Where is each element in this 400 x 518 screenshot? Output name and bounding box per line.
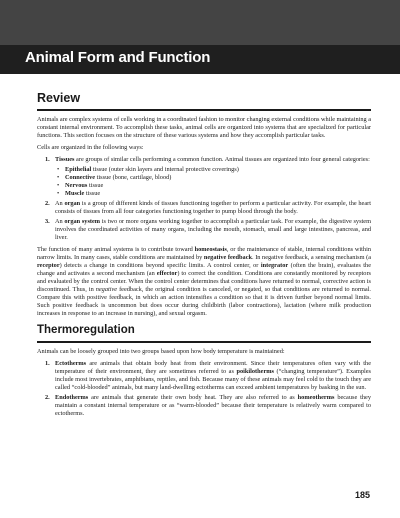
term-integrator: integrator xyxy=(260,262,289,269)
homeostasis-text: The function of many animal systems is to contribute toward xyxy=(37,246,195,253)
homeostasis-paragraph xyxy=(37,246,371,318)
homeostasis-text: feedback, the original condition is canceled, or negated, so that conditions are returned to normal. Compare this with positive feedback, in which an action intensifies a condition so that it is driven further beyond normal limits. Such positive feedback is uncommon but does occur during childbirth (labor contractions), lactation (where milk production increases in response to an increase in nursing), and sexual orgasm. xyxy=(37,286,371,317)
term-connective: Connective xyxy=(65,174,96,181)
term-muscle: Muscle xyxy=(65,190,85,197)
endotherms-definition: are animals that generate their own body heat. They are also referred to as xyxy=(88,394,298,401)
term-homeotherms: homeotherms xyxy=(297,394,335,401)
bullet-item-epithelial xyxy=(55,166,371,174)
endotherms-details: because they maintain a constant internal temperature or as “warm-blooded” because their temperature is relatively warm compared to ectotherms. xyxy=(55,394,371,417)
term-epithelial: Epithelial xyxy=(65,166,92,173)
term-ectotherms: Ectotherms xyxy=(55,360,87,367)
connective-description: tissue (bone, cartilage, blood) xyxy=(95,174,172,181)
chapter-banner xyxy=(0,0,400,74)
chapter-title: Animal Form and Function xyxy=(25,49,211,66)
bullet-icon: • xyxy=(57,182,60,189)
term-organ-system: organ system xyxy=(64,218,101,225)
cell-organization-list xyxy=(37,156,371,242)
list-number: 1. xyxy=(45,156,50,163)
list-number: 3. xyxy=(45,218,50,225)
list-number: 2. xyxy=(45,200,50,207)
term-nervous: Nervous xyxy=(65,182,88,189)
bullet-icon: • xyxy=(57,166,60,173)
cell-organization-lead: Cells are organized in the following ways: xyxy=(37,144,144,151)
section-heading-thermoregulation: Thermoregulation xyxy=(37,324,135,336)
term-receptor: receptor xyxy=(37,262,60,269)
ectotherms-definition: are animals that obtain body heat from their environment. Since their temperatures often vary with the temperature of their environment, they are sometimes referred to as xyxy=(55,360,371,375)
bullet-item-nervous xyxy=(55,182,371,190)
thermoregulation-list xyxy=(37,360,371,418)
tissue-categories-list xyxy=(55,166,371,198)
organ-definition: is a group of different kinds of tissues functioning together to perform a particular activity. For example, the heart consists of tissues from all four categories functioning together to pump blood through the body. xyxy=(55,200,371,215)
homeostasis-text: ) detects a change in conditions beyond specific limits. A control center, or xyxy=(59,262,261,269)
organ-system-definition: is two or more organs working together to accomplish a particular task. For example, the digestive system involves the coordinated activities of many organs, including the mouth, stomach, small and large intestines, pancreas, and liver. xyxy=(55,218,371,241)
term-tissues: Tissues xyxy=(55,156,75,163)
section-rule xyxy=(37,109,371,111)
section-heading-review: Review xyxy=(37,91,81,105)
homeostasis-text: , or the maintenance of stable, internal conditions within narrow limits. In many cases, stable conditions are maintained by xyxy=(37,246,371,261)
list-item-tissues xyxy=(39,156,371,198)
list-item-ectotherms xyxy=(39,360,371,392)
emphasis-negative: negative xyxy=(95,286,118,293)
list-number: 2. xyxy=(45,394,50,401)
page-content xyxy=(37,90,371,422)
bullet-icon: • xyxy=(57,190,60,197)
muscle-description: tissue xyxy=(84,190,101,197)
organ-system-article: An xyxy=(55,218,65,225)
list-number: 1. xyxy=(45,360,50,367)
nervous-description: tissue xyxy=(87,182,104,189)
homeostasis-text: ) to correct the condition. Conditions are constantly monitored by receptors and evaluated by the control center. When the control center determines that conditions have returned to normal, corrective action is discontinued. Thus, in xyxy=(37,270,371,293)
bullet-icon: • xyxy=(57,174,60,181)
list-item-organ xyxy=(39,200,371,216)
organ-article: An xyxy=(55,200,65,207)
ectotherms-details: (“changing temperature”). Examples include most invertebrates, amphibians, reptiles, and fish. Because many of these animals may feel cold to the touch they are called “cold-blooded” animals, but many land-dwelling ectotherms can exceed ambient temperatures by basking in the sun. xyxy=(55,368,371,391)
homeostasis-text: . In negative feedback, a sensing mechanism (a xyxy=(252,254,372,261)
homeostasis-text: (often the brain), evaluates the change and activates a second mechanism (an xyxy=(37,262,371,277)
page-number: 185 xyxy=(354,490,370,500)
term-endotherms: Endotherms xyxy=(55,394,89,401)
thermoregulation-lead: Animals can be loosely grouped into two groups based upon how body temperature is maintained: xyxy=(37,348,285,355)
bullet-item-connective xyxy=(55,174,371,182)
section-rule xyxy=(37,341,371,343)
list-item-endotherms xyxy=(39,394,371,418)
list-item-organ-system xyxy=(39,218,371,242)
term-effector: effector xyxy=(156,270,178,277)
term-homeostasis: homeostasis xyxy=(194,246,227,253)
term-poikilotherms: poikilotherms xyxy=(236,368,274,375)
review-intro-paragraph: Animals are complex systems of cells working in a coordinated fashion to monitor changing external conditions while maintaining a constant internal environment. To accomplish these tasks, animal cells are organized into systems that are specialized for particular functions. This section focuses on the structure of these various systems and how they accomplish particular tasks. xyxy=(37,116,372,139)
bullet-item-muscle xyxy=(55,190,371,198)
tissues-definition: are groups of similar cells performing a common function. Animal tissues are organized into four general categories: xyxy=(74,156,370,163)
term-negative-feedback: negative feedback xyxy=(203,254,253,261)
term-organ: organ xyxy=(64,200,81,207)
epithelial-description: tissue (outer skin layers and internal protective coverings) xyxy=(91,166,239,173)
